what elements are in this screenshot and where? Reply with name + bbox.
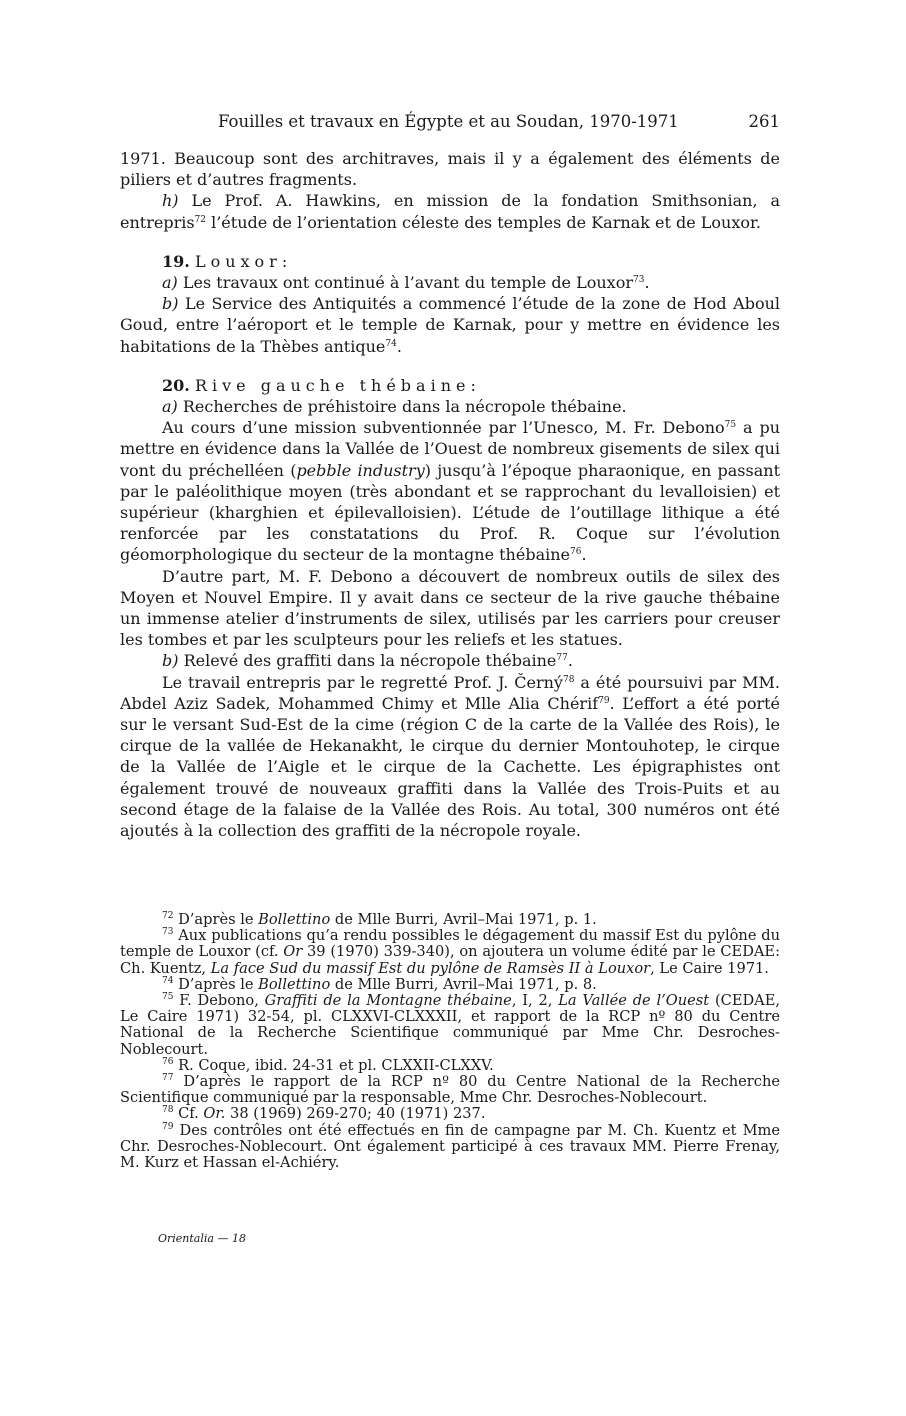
paragraph-20b-1	[120, 672, 780, 842]
paragraph-20b	[120, 650, 780, 671]
running-header	[120, 112, 780, 138]
text: .	[567, 651, 573, 671]
section-colon: :	[470, 375, 476, 395]
text: 38 (1969) 269-270; 40 (1971) 237.	[225, 1105, 486, 1123]
footnote-75	[120, 993, 780, 1058]
italic-text: pebble industry	[296, 460, 425, 480]
footnote-ref: 72	[194, 214, 206, 225]
footnote-number: 76	[162, 1056, 174, 1067]
section-number: 20.	[162, 375, 190, 395]
paragraph-20a	[120, 396, 780, 417]
italic-text: Bollettino	[258, 975, 331, 993]
footnote-78	[120, 1106, 780, 1122]
text: R. Coque, ibid. 24-31 et pl. CLXXII-CLXXV.	[173, 1056, 494, 1074]
italic-text: Or	[283, 943, 303, 961]
footnote-number: 78	[162, 1105, 174, 1116]
text: . L’effort a été porté sur le versant Sud-Est de la cime (région C de la carte de la Vallée des Rois), le cirque de la vallée de Hekanakht, le cirque du dernier Montouhotep, le cirque de la Vallée de l’Aigle et le cirque de la Cachette. Les épigraphistes ont également trouvé de nouveaux graffiti dans la Vallée des Trois-Puits et au second étage de la falaise de la Vallée des Rois. Au total, 300 numéros ont été ajoutés à la collection des graffiti de la nécropole royale.	[120, 693, 780, 841]
text: de Mlle Burri, Avril–Mai 1971, p. 8.	[330, 975, 597, 993]
text: Le travail entrepris par le regretté Prof. J. Černý	[162, 672, 563, 692]
section-number: 19.	[162, 251, 190, 271]
footnote-76	[120, 1058, 780, 1074]
page-number: 261	[748, 112, 780, 131]
text: l’étude de l’orientation céleste des temples de Karnak et de Louxor.	[206, 212, 761, 232]
footnote-ref: 79	[598, 695, 610, 706]
footnote-number: 79	[162, 1121, 174, 1132]
italic-text: La face Sud du massif Est du pylône de Ramsès II à Louxor	[210, 959, 651, 977]
paragraph-20a-1	[120, 417, 780, 565]
running-title: Fouilles et travaux en Égypte et au Soudan, 1970-1971	[218, 112, 679, 131]
main-text	[120, 148, 780, 841]
section-title: Louxor	[194, 251, 282, 271]
text: Au cours d’une mission subventionnée par l’Unesco, M. Fr. Debono	[162, 418, 725, 438]
footnote-ref: 75	[724, 420, 737, 431]
footnote-number: 74	[162, 975, 174, 986]
section-title: Rive gauche thébaine	[194, 375, 471, 395]
text: Des contrôles ont été effectués en fin de campagne par M. Ch. Kuentz et Mme Chr. Desroches-Noblecourt. Ont également participé à ces travaux MM. Pierre Frenay, M. Kurz et Hassan el-Achiéry.	[120, 1121, 780, 1172]
footnote-ref: 76	[570, 547, 582, 558]
paragraph-continued: 1971. Beaucoup sont des architraves, mais il y a également des éléments de piliers et d’autres fragments.	[120, 149, 780, 190]
footnote-number: 77	[162, 1073, 174, 1084]
footnote-74	[120, 977, 780, 993]
paragraph-19a	[120, 272, 780, 293]
italic-text: Or.	[203, 1105, 226, 1123]
text: .	[644, 273, 650, 293]
text: a pu mettre en évidence dans la Vallée de l’Ouest de nombreux gisements de silex qui vont du préchelléen (	[120, 418, 781, 480]
footnote-ref: 77	[556, 653, 568, 664]
text: D’après le	[173, 975, 259, 993]
footnote-ref: 73	[632, 275, 645, 286]
text: de Mlle Burri, Avril–Mai 1971, p. 1.	[330, 911, 597, 928]
paragraph-20a-2: D’autre part, M. F. Debono a découvert de nombreux outils de silex des Moyen et Nouvel Empire. Il y avait dans ce secteur de la rive gauche thébaine un immense atelier d’instruments de silex, utilisés par les carriers pour creuser les tombes et par les sculpteurs pour les reliefs et les statues.	[120, 566, 780, 650]
text: F. Debono,	[173, 992, 265, 1010]
section-heading-20	[120, 375, 780, 396]
printer-signature: Orientalia — 18	[158, 1232, 246, 1245]
item-label: a)	[162, 397, 178, 417]
footnote-number: 73	[162, 927, 174, 938]
text: .	[581, 545, 587, 565]
footnote-77	[120, 1074, 780, 1106]
italic-text: Graffiti de la Montagne thébaine	[264, 992, 512, 1010]
text: Cf.	[173, 1105, 204, 1123]
section-heading-19	[120, 251, 780, 272]
footnote-73	[120, 928, 780, 977]
paragraph-19b	[120, 293, 780, 357]
italic-text: La Vallée de l’Ouest	[558, 992, 710, 1010]
text: D’après le	[173, 911, 259, 928]
item-label: a)	[162, 273, 178, 293]
footnote-ref: 74	[385, 338, 397, 349]
item-label: b)	[162, 294, 179, 314]
footnote-number: 75	[162, 992, 174, 1003]
paragraph-h	[120, 190, 780, 232]
text: Le Prof. A. Hawkins, en mission de la fondation Smithsonian, a entrepris	[120, 191, 780, 232]
footnote-ref: 78	[562, 674, 575, 685]
item-label: b)	[162, 651, 179, 671]
text: , I, 2,	[511, 992, 559, 1010]
italic-text: Bollettino	[258, 911, 331, 928]
text: (CEDAE, Le Caire 1971) 32-54, pl. CLXXVI-CLXXXII, et rapport de la RCP nº 80 du Centre National de la Recherche Scientifique communiqué par Mme Chr. Desroches-Noblecourt.	[120, 992, 781, 1058]
text: D’après le rapport de la RCP nº 80 du Centre National de la Recherche Scientifique communiqué par la responsable, Mme Chr. Desroches-Noblecourt.	[120, 1073, 780, 1107]
footnote-number: 72	[162, 911, 174, 921]
text: , Le Caire 1971.	[650, 959, 769, 977]
text: .	[396, 336, 402, 356]
text: Relevé des graffiti dans la nécropole thébaine	[178, 651, 557, 671]
footnote-79	[120, 1123, 780, 1172]
footnote-72	[120, 912, 780, 928]
text: Les travaux ont continué à l’avant du temple de Louxor	[177, 273, 633, 293]
footnotes	[120, 912, 780, 1171]
text: ) jusqu’à l’époque pharaonique, en passant par le paléolithique moyen (très abondant et se rapprochant du levalloisien) et supérieur (kharghien et épilevalloisien). L’étude de l’outillage lithique a été renforcée par les constatations du Prof. R. Coque sur l’évolution géomorphologique du secteur de la montagne thébaine	[120, 460, 780, 565]
text: Aux publications qu’a rendu possibles le dégagement du massif Est du pylône du temple de Louxor (cf.	[120, 927, 780, 961]
text: a été poursuivi par MM. Abdel Aziz Sadek, Mohammed Chimy et Mlle Alia Chérif	[120, 672, 781, 713]
text: Recherches de préhistoire dans la nécropole thébaine.	[177, 397, 627, 417]
text: Le Service des Antiquités a commencé l’étude de la zone de Hod Aboul Goud, entre l’aéroport et le temple de Karnak, pour y mettre en évidence les habitations de la Thèbes antique	[120, 294, 780, 356]
text: 39 (1970) 339-340), on ajoutera un volume édité par le CEDAE: Ch. Kuentz,	[120, 943, 781, 977]
item-label: h)	[162, 191, 179, 211]
section-colon: :	[281, 251, 288, 271]
